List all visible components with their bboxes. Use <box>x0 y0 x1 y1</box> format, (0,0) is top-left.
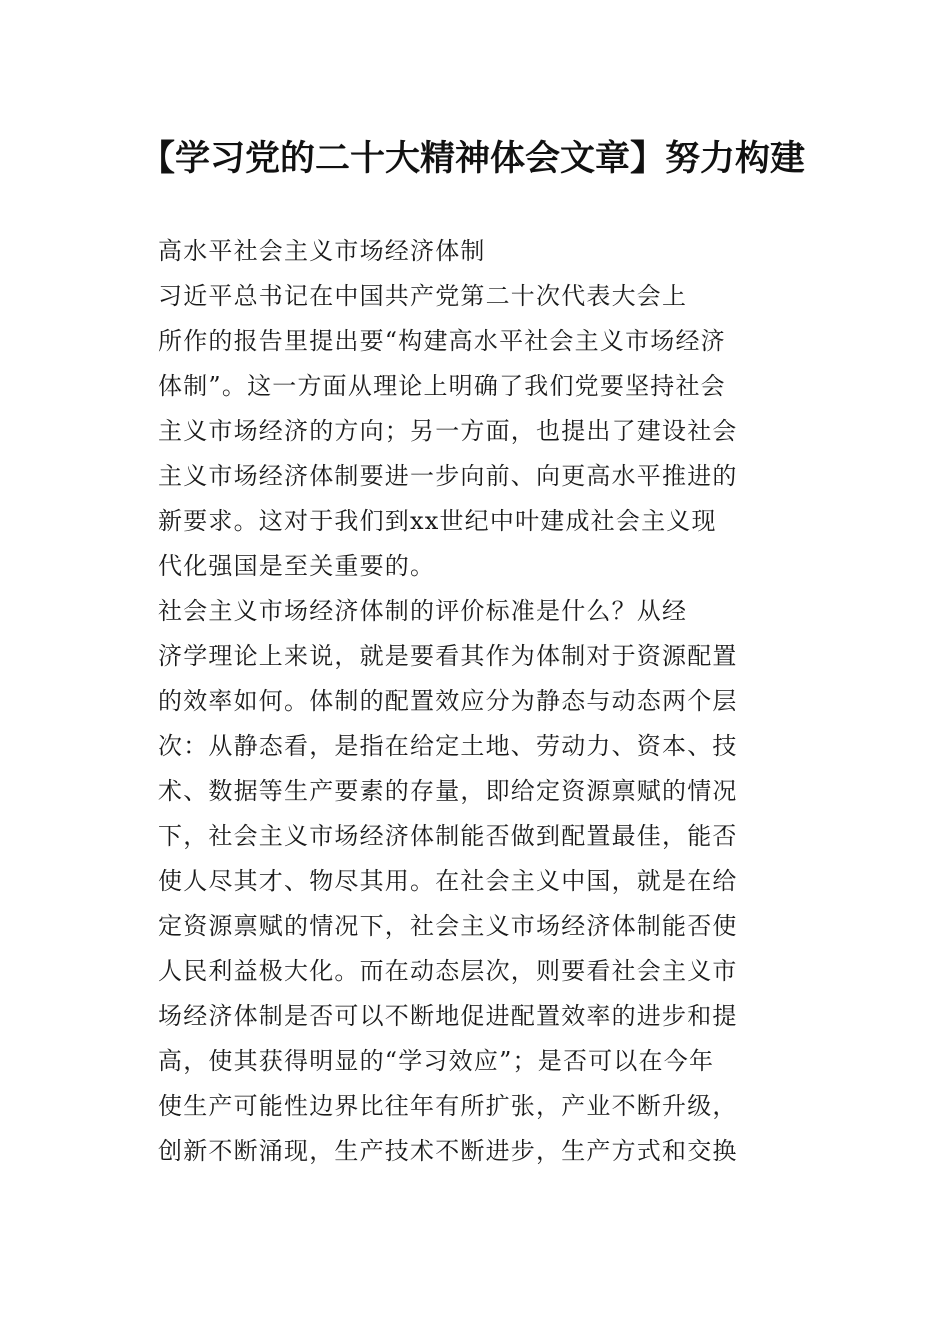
body-line-4: 体制”。这一方面从理论上明确了我们党要坚持社会 <box>158 372 726 400</box>
body-line-10: 济学理论上来说，就是要看其作为体制对于资源配置 <box>158 642 738 670</box>
body-line-15: 使人尽其才、物尽其用。在社会主义中国，就是在给 <box>158 867 738 895</box>
body-line-2: 习近平总书记在中国共产党第二十次代表大会上 <box>158 282 688 310</box>
body-line-6: 主义市场经济体制要进一步向前、向更高水平推进的 <box>158 462 738 490</box>
body-line-12: 次：从静态看，是指在给定土地、劳动力、资本、技 <box>158 732 738 760</box>
body-line-20: 使生产可能性边界比往年有所扩张，产业不断升级， <box>158 1092 738 1120</box>
body-line-3: 所作的报告里提出要“构建高水平社会主义市场经济 <box>158 327 726 355</box>
body-line-5: 主义市场经济的方向；另一方面，也提出了建设社会 <box>158 417 738 445</box>
body-line-13: 术、数据等生产要素的存量，即给定资源禀赋的情况 <box>158 777 738 805</box>
document-title: 【学习党的二十大精神体会文章】努力构建 <box>140 138 806 179</box>
body-line-9: 社会主义市场经济体制的评价标准是什么？从经 <box>158 597 688 625</box>
body-line-21: 创新不断涌现，生产技术不断进步，生产方式和交换 <box>158 1137 738 1165</box>
document-body <box>158 229 758 1174</box>
body-line-1: 高水平社会主义市场经济体制 <box>158 237 486 265</box>
body-line-14: 下，社会主义市场经济体制能否做到配置最佳，能否 <box>158 822 738 850</box>
body-line-11: 的效率如何。体制的配置效应分为静态与动态两个层 <box>158 687 738 715</box>
body-line-17: 人民利益极大化。而在动态层次，则要看社会主义市 <box>158 957 738 985</box>
body-line-8: 代化强国是至关重要的。 <box>158 552 436 580</box>
body-line-18: 场经济体制是否可以不断地促进配置效率的进步和提 <box>158 1002 738 1030</box>
body-line-16: 定资源禀赋的情况下，社会主义市场经济体制能否使 <box>158 912 738 940</box>
body-line-19: 高，使其获得明显的“学习效应”；是否可以在今年 <box>158 1047 715 1075</box>
body-line-7: 新要求。这对于我们到xx世纪中叶建成社会主义现 <box>158 507 717 535</box>
